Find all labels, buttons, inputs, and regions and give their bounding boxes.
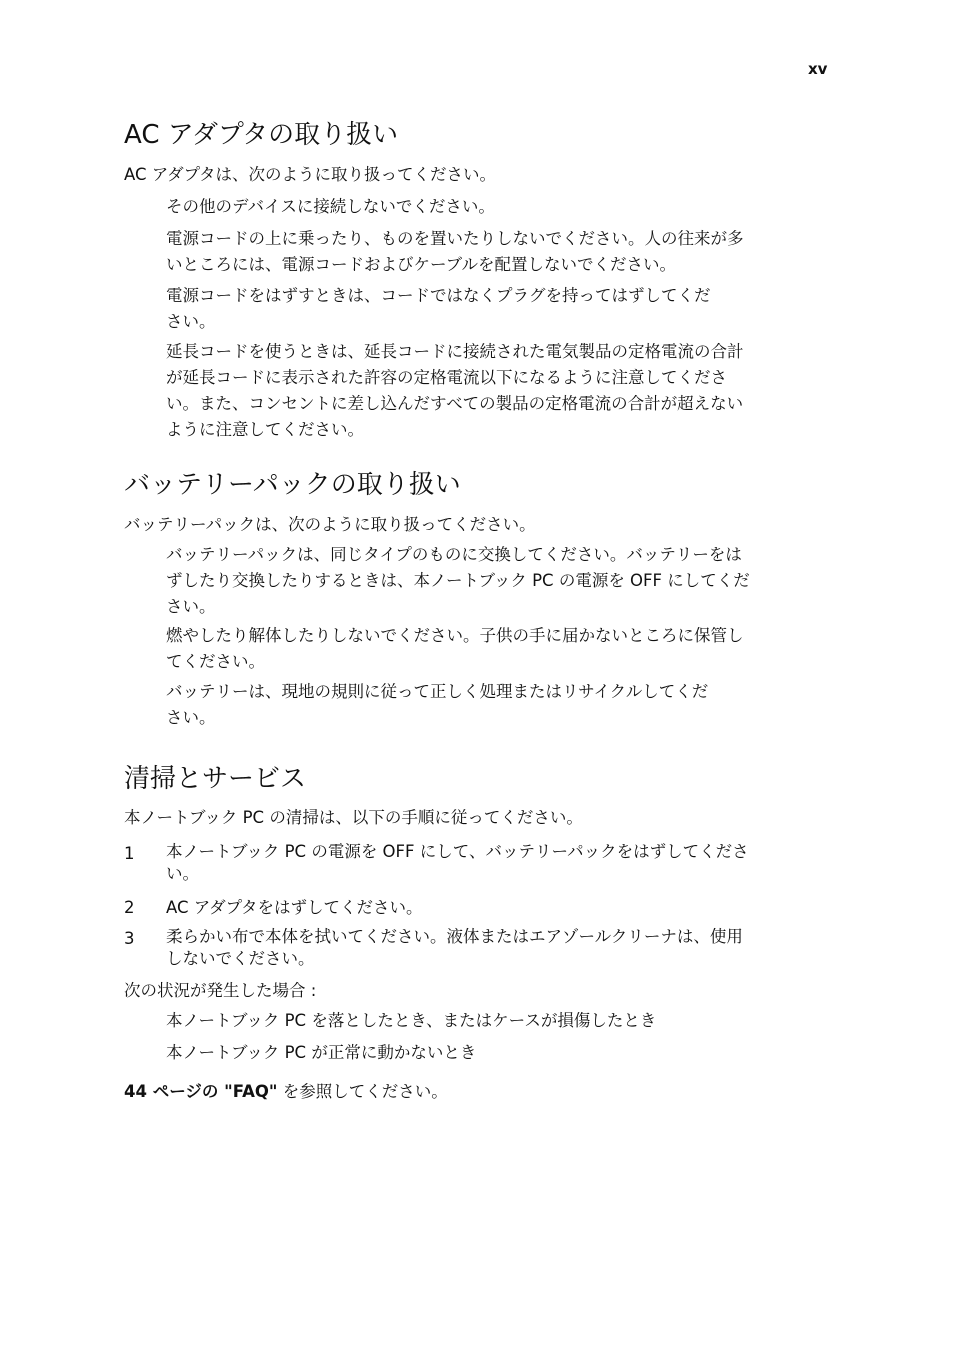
step-number: 3 xyxy=(124,929,135,948)
section-title-battery-pack: バッテリーパックの取り扱い xyxy=(124,470,461,500)
condition-text: 次の状況が発生した場合 : xyxy=(124,981,317,1000)
step-text: 柔らかい布で本体を拭いてください。液体またはエアゾールクリーナは、使用 しないでください。 xyxy=(166,927,743,968)
section-intro: 本ノートブック PC の清掃は、以下の手順に従ってください。 xyxy=(124,808,583,827)
section-title-ac-adapter: AC アダプタの取り扱い xyxy=(124,120,399,150)
page-number: xv xyxy=(808,60,828,78)
list-item: バッテリーパックは、同じタイプのものに交換してください。バッテリーをは ずしたり交換したりするときは、本ノートブック PC の電源を OFF にしてくだ さい。 xyxy=(166,545,750,616)
step-text: AC アダプタをはずしてください。 xyxy=(166,898,423,917)
reference-link[interactable]: 44 ページの "FAQ" xyxy=(124,1082,278,1101)
step-number: 1 xyxy=(124,844,135,863)
list-item: バッテリーは、現地の規則に従って正しく処理またはリサイクルしてくだ さい。 xyxy=(166,682,709,727)
list-item: 電源コードの上に乗ったり、ものを置いたりしないでください。人の往来が多 いところには、電源コードおよびケーブルを配置しないでください。 xyxy=(166,229,744,274)
step-text: 本ノートブック PC の電源を OFF にして、バッテリーパックをはずしてくださ い。 xyxy=(166,842,749,883)
reference-text: 44 ページの "FAQ" を参照してください。 xyxy=(124,1082,448,1101)
step-number: 2 xyxy=(124,898,135,917)
list-item: 燃やしたり解体したりしないでください。子供の手に届かないところに保管し てください。 xyxy=(166,626,744,671)
list-item: 本ノートブック PC が正常に動かないとき xyxy=(166,1043,477,1062)
section-intro: バッテリーパックは、次のように取り扱ってください。 xyxy=(124,515,536,534)
list-item: 本ノートブック PC を落としたとき、またはケースが損傷したとき xyxy=(166,1011,657,1030)
list-item: その他のデバイスに接続しないでください。 xyxy=(166,197,495,216)
list-item: 電源コードをはずすときは、コードではなくプラグを持ってはずしてくだ さい。 xyxy=(166,286,711,331)
section-intro: AC アダプタは、次のように取り扱ってください。 xyxy=(124,165,496,184)
list-item: 延長コードを使うときは、延長コードに接続された電気製品の定格電流の合計 が延長コードに表示された許容の定格電流以下になるように注意してくださ い。また、コンセントに差し込んだすべての製品の定格電流の合計が超えない ように注意してください。 xyxy=(166,342,744,439)
section-title-cleaning-service: 清掃とサービス xyxy=(124,764,307,794)
